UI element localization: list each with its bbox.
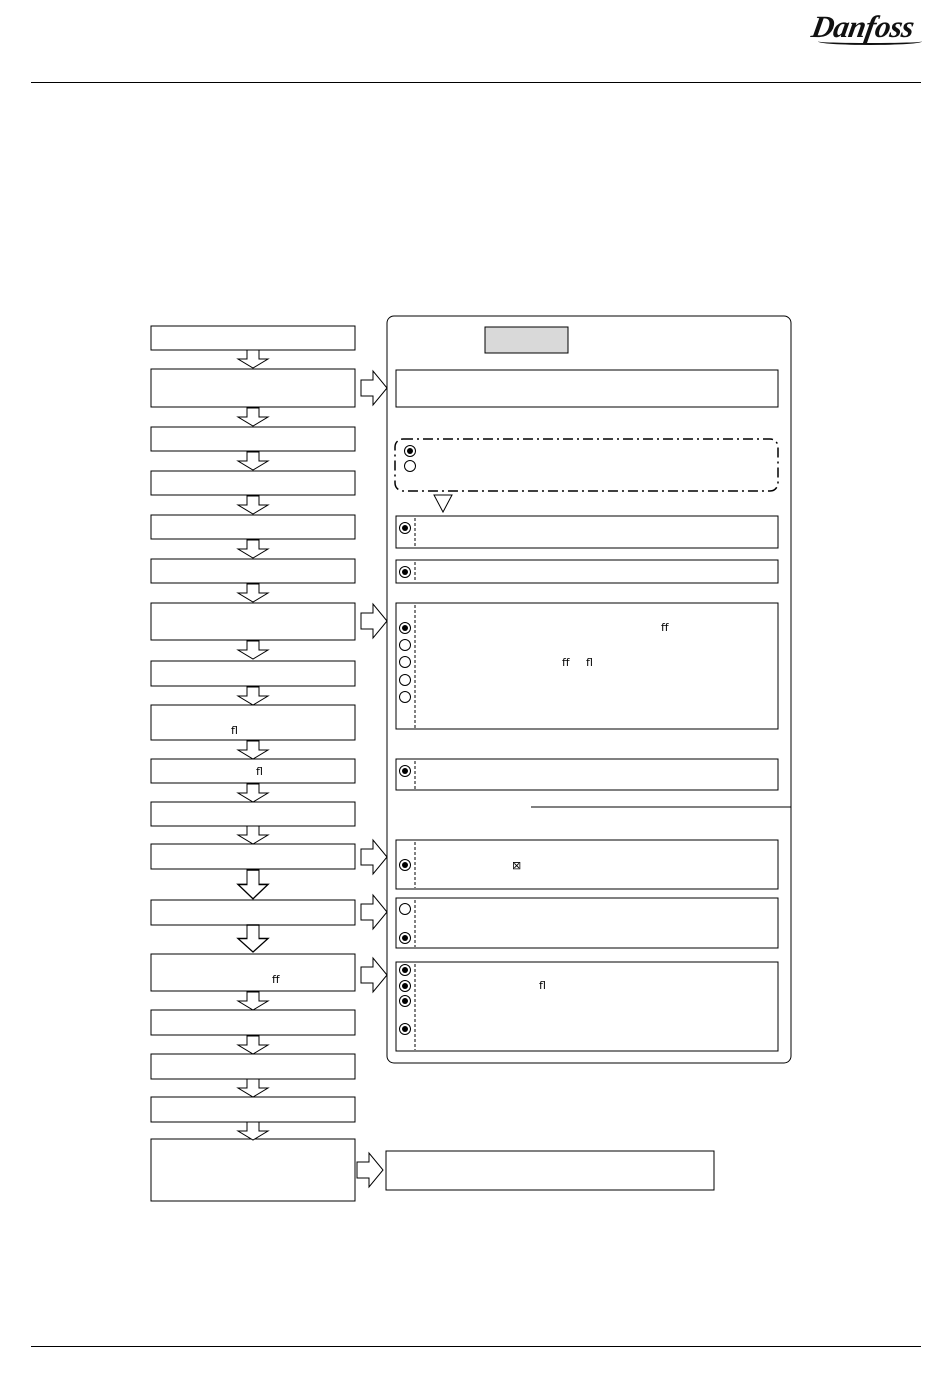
step-3 <box>151 427 355 451</box>
panel-glyph-box: ⊠ <box>512 859 522 872</box>
step-6 <box>151 559 355 583</box>
panel-glyph-fl: ﬂ <box>586 656 593 669</box>
step-9 <box>151 705 355 740</box>
step-2 <box>151 369 355 407</box>
danfoss-logo: Danfoss <box>809 9 917 44</box>
panel-box-8 <box>396 962 778 1051</box>
step-10 <box>151 759 355 783</box>
panel-glyph-ff: ﬀ <box>661 621 669 634</box>
step9-glyph: ﬂ <box>231 724 238 737</box>
step-14 <box>151 954 355 991</box>
panel-box-6 <box>396 840 778 889</box>
footer-rule <box>31 1346 921 1347</box>
step-12 <box>151 844 355 869</box>
panel-box-2 <box>396 516 778 548</box>
right-arrows <box>357 371 387 1187</box>
panel-glyph-fl-2: ﬂ <box>539 979 546 992</box>
step-1 <box>151 326 355 350</box>
step14-glyph: ﬀ <box>272 973 280 986</box>
panel-box-1 <box>396 370 778 407</box>
panel-box-7 <box>396 898 778 948</box>
step-16 <box>151 1054 355 1079</box>
result-box <box>386 1151 714 1190</box>
panel-box-3 <box>396 560 778 583</box>
step-17 <box>151 1097 355 1122</box>
panel-glyph-ff-2: ﬀ <box>562 656 570 669</box>
triangle-marker <box>434 495 452 512</box>
step-15 <box>151 1010 355 1035</box>
step-4 <box>151 471 355 495</box>
step-7 <box>151 603 355 640</box>
panel-box-5 <box>396 759 778 790</box>
panel-header-box <box>485 327 568 353</box>
step-13 <box>151 900 355 925</box>
step-8 <box>151 661 355 686</box>
step-18 <box>151 1139 355 1201</box>
step-5 <box>151 515 355 539</box>
step10-glyph: ﬂ <box>256 765 263 778</box>
option-group-box <box>395 439 778 491</box>
step-11 <box>151 802 355 826</box>
